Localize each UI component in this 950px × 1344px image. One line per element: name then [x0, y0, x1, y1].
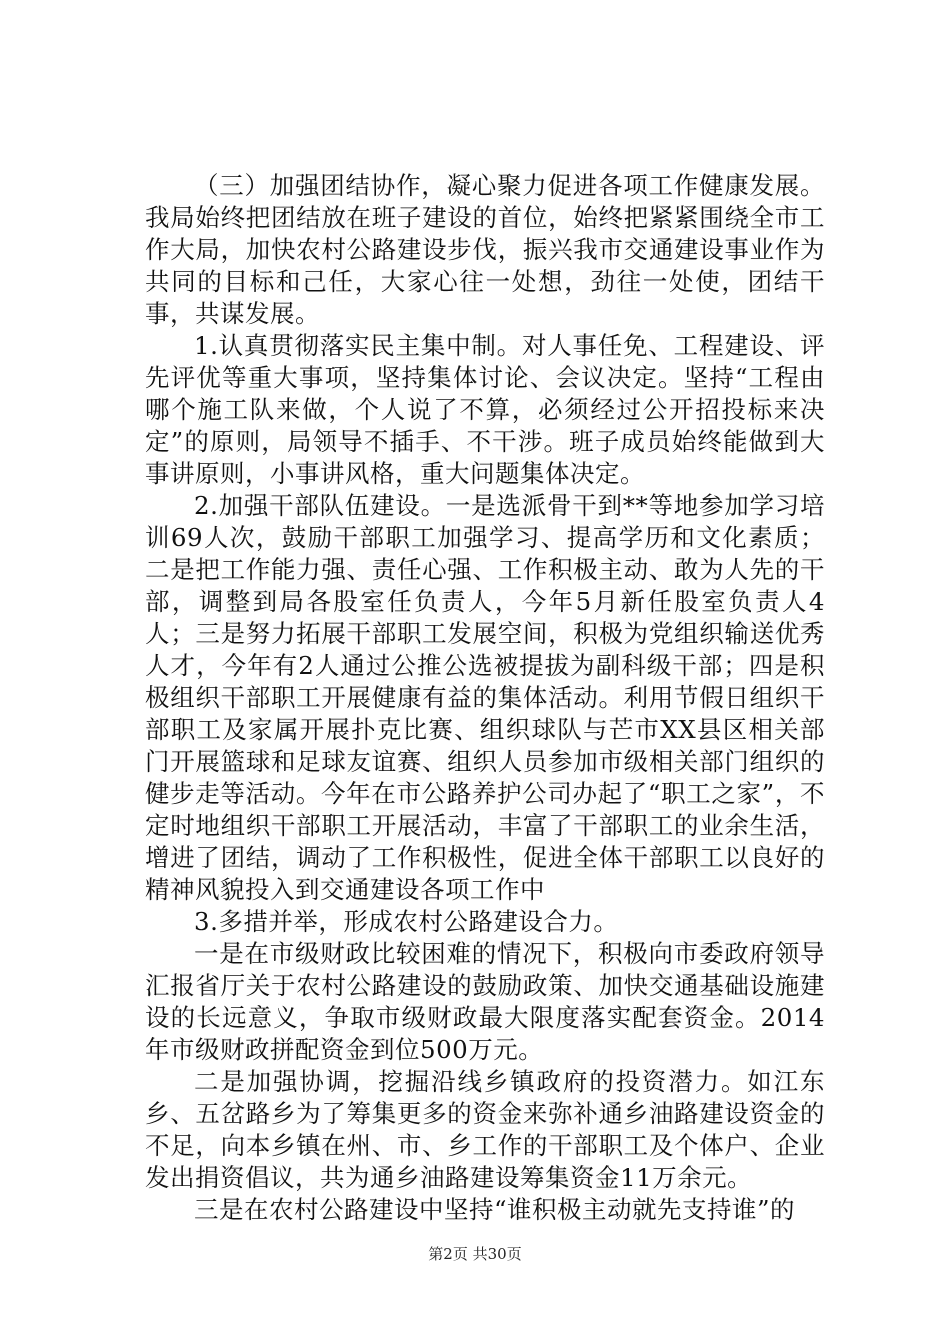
paragraph-township-coordination: 二是加强协调，挖掘沿线乡镇政府的投资潜力。如江东乡、五岔路乡为了筹集更多的资金来弥补通乡油路建设资金的不足，向本乡镇在州、市、乡工作的干部职工及个体户、企业发出捐资倡议，共为通乡油路建设筹集资金11万余元。: [145, 1067, 825, 1192]
page-number-indicator: 第2页 共30页: [428, 1245, 522, 1263]
paragraph-support-principle: 三是在农村公路建设中坚持“谁积极主动就先支持谁”的: [194, 1195, 796, 1224]
paragraph-municipal-finance: 一是在市级财政比较困难的情况下，积极向市委政府领导汇报省厅关于农村公路建设的鼓励政策、加快交通基础设施建设的长远意义，争取市级财政最大限度落实配套资金。2014年市级财政拼配资金到位500万元。: [145, 939, 825, 1064]
document-body: [145, 170, 825, 1226]
paragraph-democratic-centralism: 1.认真贯彻落实民主集中制。对人事任免、工程建设、评先评优等重大事项，坚持集体讨论、会议决定。坚持“工程由哪个施工队来做，个人说了不算，必须经过公开招投标来决定”的原则，局领导不插手、不干涉。班子成员始终能做到大事讲原则，小事讲风格，重大问题集体决定。: [145, 331, 825, 488]
paragraph-unity-cooperation: （三）加强团结协作，凝心聚力促进各项工作健康发展。我局始终把团结放在班子建设的首位，始终把紧紧围绕全市工作大局，加快农村公路建设步伐，振兴我市交通建设事业作为共同的目标和己任，大家心往一处想，劲往一处使，团结干事，共谋发展。: [145, 171, 825, 328]
page-footer: [0, 1243, 950, 1264]
paragraph-cadre-team-building: 2.加强干部队伍建设。一是选派骨干到**等地参加学习培训69人次，鼓励干部职工加强学习、提高学历和文化素质；二是把工作能力强、责任心强、工作积极主动、敢为人先的干部，调整到局各股室任负责人，今年5月新任股室负责人4人；三是努力拓展干部职工发展空间，积极为党组织输送优秀人才，今年有2人通过公推公选被提拔为副科级干部；四是积极组织干部职工开展健康有益的集体活动。利用节假日组织干部职工及家属开展扑克比赛、组织球队与芒市XX县区相关部门开展篮球和足球友谊赛、组织人员参加市级相关部门组织的健步走等活动。今年在市公路养护公司办起了“职工之家”，不定时地组织干部职工开展活动，丰富了干部职工的业余生活，增进了团结，调动了工作积极性，促进全体干部职工以良好的精神风貌投入到交通建设各项工作中: [145, 491, 825, 904]
paragraph-multiple-measures: 3.多措并举，形成农村公路建设合力。: [194, 907, 619, 936]
